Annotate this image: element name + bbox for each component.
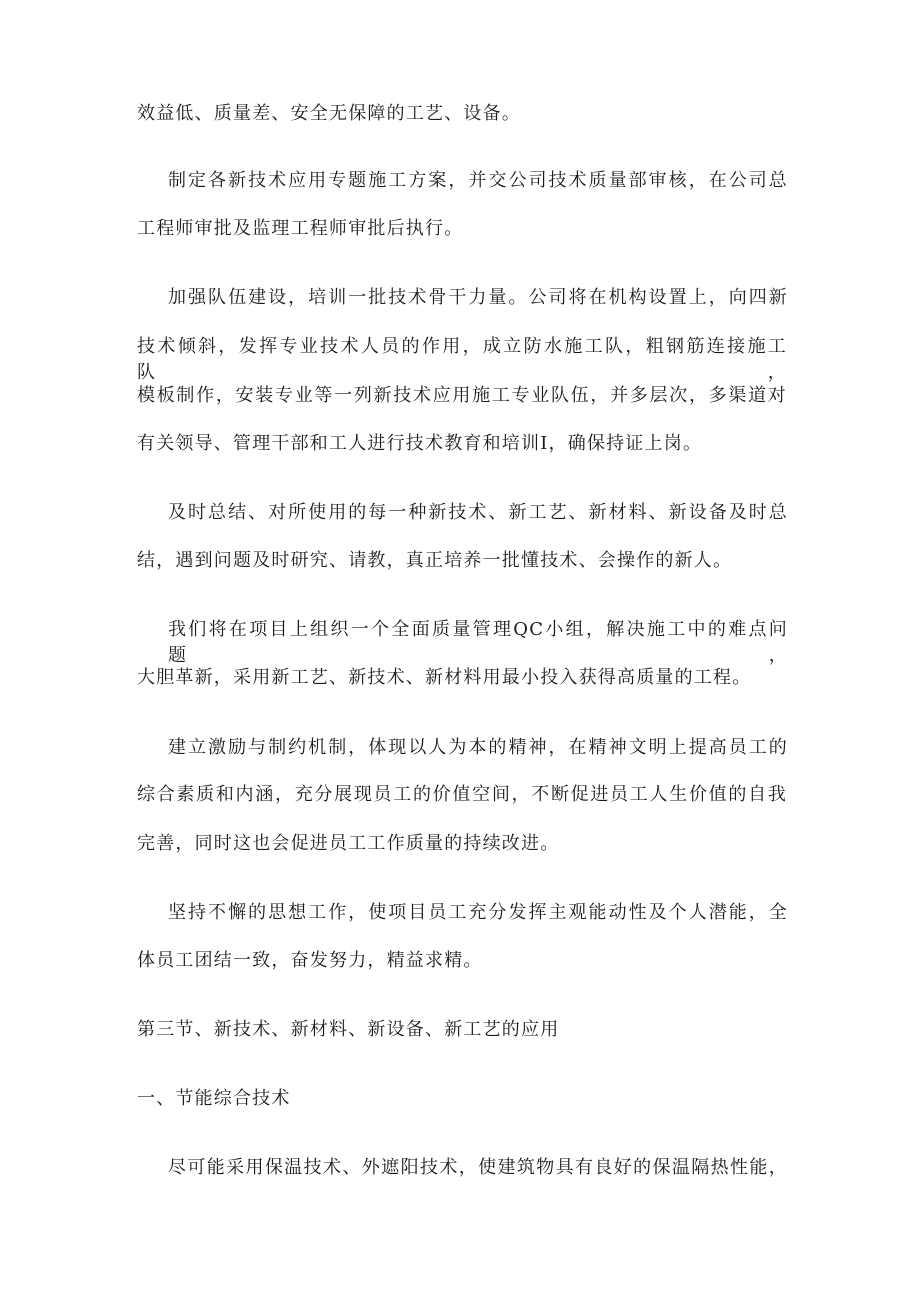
text-line: 体员工团结一致，奋发努力，精益求精。 — [137, 950, 483, 971]
text-line: 工程师审批及监理工程师审批后执行。 — [137, 218, 464, 239]
text-line: 加强队伍建设，培训一批技术骨干力量。公司将在机构设置上，向四新 — [168, 287, 788, 308]
text-line: 我们将在项目上组织一个全面质量管理QC小组，解决施工中的难点问题， — [168, 619, 788, 666]
text-line: 有关领导、管理干部和工人进行技术教育和培训I，确保持证上岗。 — [137, 433, 703, 454]
text-line: 及时总结、对所使用的每一种新技术、新工艺、新材料、新设备及时总 — [168, 502, 788, 523]
text-line: 完善，同时这也会促进员工工作质量的持续改进。 — [137, 833, 560, 854]
text-line: 效益低、质量差、安全无保障的工艺、设备。 — [137, 103, 521, 124]
text-line: 尽可能采用保温技术、外遮阳技术，使建筑物具有良好的保温隔热性能， — [168, 1157, 788, 1178]
text-line: 综合素质和内涵，充分展现员工的价值空间，不断促进员工人生价值的自我 — [137, 784, 787, 805]
text-line: 模板制作，安装专业等一列新技术应用施工专业队伍，并多层次，多渠道对 — [137, 385, 787, 406]
text-line: 制定各新技术应用专题施工方案，并交公司技术质量部审核，在公司总 — [168, 170, 788, 191]
text-line: 建立激励与制约机制，体现以人为本的精神，在精神文明上提高员工的 — [168, 737, 788, 758]
subsection-heading: 一、节能综合技术 — [137, 1088, 291, 1109]
text-line: 大胆革新，采用新工艺、新技术、新材料用最小投入获得高质量的工程。 — [137, 667, 752, 688]
section-heading: 第三节、新技术、新材料、新设备、新工艺的应用 — [137, 1019, 560, 1040]
text-line: 坚持不懈的思想工作，使项目员工充分发挥主观能动性及个人潜能，全 — [168, 902, 788, 923]
text-line: 技术倾斜，发挥专业技术人员的作用，成立防水施工队，粗钢筋连接施工队， — [137, 336, 787, 383]
text-line: 结，遇到问题及时研究、请教，真正培养一批懂技术、会操作的新人。 — [137, 550, 733, 571]
